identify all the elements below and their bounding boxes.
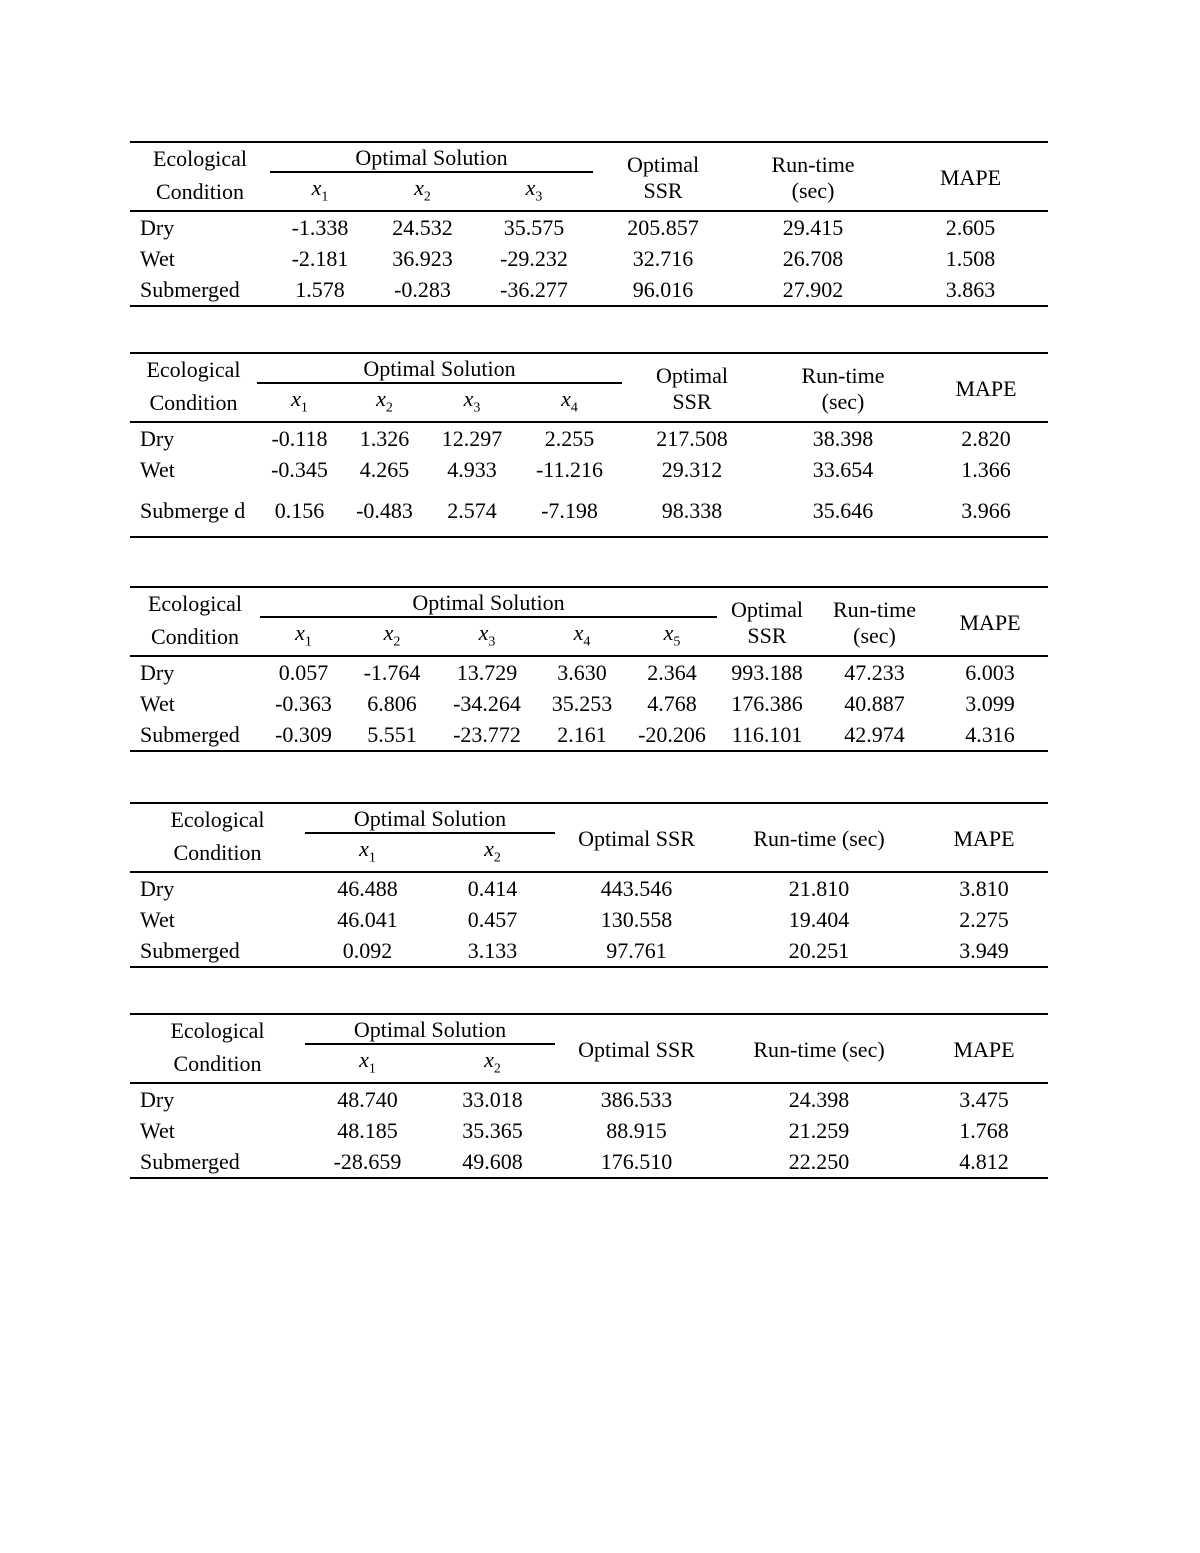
cell: -0.309 [275,721,332,747]
cell: 13.729 [456,659,518,685]
cell: 4.933 [447,456,497,482]
cell: 6.806 [367,690,417,716]
cell: 0.156 [274,497,325,523]
cell: 2.255 [544,425,595,451]
cell: -0.283 [394,276,451,302]
cell: 217.508 [656,425,728,451]
row-label: Dry [140,425,175,451]
mape-header: MAPE [959,609,1021,635]
cell: 3.863 [945,276,996,302]
cell: 1.768 [959,1117,1009,1143]
cell: 443.546 [600,875,673,901]
cell: 4.812 [959,1148,1009,1174]
cell: -11.216 [535,456,603,482]
cell: -0.118 [271,425,328,451]
var-header-x1: $x_1$ [359,1047,376,1077]
cell: 2.574 [447,497,497,523]
var-header-x2: $x_2$ [484,836,501,866]
runtime-header: Run-time (sec) [832,596,917,648]
runtime-header: Run-time (sec) [753,1036,885,1062]
cell: -36.277 [500,276,568,302]
cell: 4.768 [647,690,697,716]
cell: 38.398 [812,425,874,451]
row-label: Dry [140,1086,175,1112]
cell: 24.398 [788,1086,850,1112]
cell: 3.133 [467,937,518,963]
cell: 386.533 [600,1086,673,1112]
condition-header-line2: Condition [173,840,262,866]
row-label: Submerged [140,1148,240,1174]
mape-header: MAPE [953,825,1015,851]
cell: 2.364 [647,659,697,685]
cell: 4.265 [359,456,410,482]
row-label: Submerged [140,276,240,302]
cell: 2.161 [557,721,607,747]
cell: 22.250 [788,1148,850,1174]
results-table-4 [130,802,1048,968]
var-header-x2: $x_2$ [484,1047,501,1077]
cell: 35.646 [812,497,874,523]
cell: 96.016 [632,276,694,302]
ssr-header: Optimal SSR [578,825,695,851]
ssr-header: Optimal SSR [626,151,700,203]
cell: 35.575 [503,214,565,240]
cell: 3.475 [959,1086,1009,1112]
condition-header-line2: Condition [149,390,238,416]
cell: 47.233 [844,659,905,685]
cell: 993.188 [731,659,803,685]
cell: 21.810 [788,875,850,901]
condition-header-line2: Condition [155,179,244,205]
cell: 21.259 [788,1117,850,1143]
cell: 0.092 [342,937,393,963]
cell: 3.630 [557,659,607,685]
cell: 40.887 [844,690,905,716]
results-table-5 [130,1013,1048,1179]
cell: 1.366 [961,456,1011,482]
row-label: Submerged [140,937,240,963]
results-table-3 [130,586,1048,752]
cell: -1.764 [363,659,421,685]
cell: 33.654 [812,456,874,482]
cell: -0.345 [271,456,328,482]
var-header-x1: $x_1$ [359,836,376,866]
cell: -23.772 [453,721,521,747]
cell: 46.488 [337,875,398,901]
optimal-solution-header: Optimal Solution [260,587,717,617]
cell: 1.578 [295,276,345,302]
cell: 116.101 [731,721,803,747]
cell: 32.716 [632,245,694,271]
condition-header: Ecological [146,356,241,382]
optimal-solution-header: Optimal Solution [257,353,622,383]
var-header-x4: $x_4$ [573,620,591,650]
cell: 176.386 [731,690,803,716]
cell: 1.326 [359,425,410,451]
cell: 24.532 [392,214,453,240]
row-label: Dry [140,659,175,685]
var-header-x4: $x_4$ [561,386,578,416]
cell: 176.510 [600,1148,673,1174]
row-label: Wet [140,690,175,716]
var-header-x2: $x_2$ [414,175,431,205]
optimal-solution-header: Optimal Solution [305,1014,555,1044]
cell: 48.185 [337,1117,398,1143]
condition-header-line2: Condition [150,624,239,650]
cell: 19.404 [788,906,850,932]
cell: -2.181 [291,245,349,271]
cell: 27.902 [782,276,844,302]
var-header-x3: $x_3$ [463,386,481,416]
var-header-x2: $x_2$ [376,386,393,416]
row-label: Wet [140,1117,175,1143]
cell: -0.363 [275,690,332,716]
mape-header: MAPE [955,375,1017,401]
cell: 4.316 [965,721,1015,747]
results-table-2 [130,352,1048,538]
condition-header: Ecological [152,145,248,171]
runtime-header: Run-time (sec) [801,362,885,414]
cell: 36.923 [392,245,453,271]
cell: -7.198 [541,497,598,523]
mape-header: MAPE [953,1036,1015,1062]
runtime-header: Run-time (sec) [753,825,885,851]
cell: 33.018 [462,1086,523,1112]
cell: -29.232 [500,245,568,271]
results-table-1 [130,141,1048,307]
row-label: Wet [140,456,175,482]
cell: 1.508 [945,245,996,271]
ssr-header: Optimal SSR [655,362,729,414]
runtime-header: Run-time (sec) [771,151,855,203]
optimal-solution-header: Optimal Solution [305,803,555,833]
cell: 2.820 [961,425,1011,451]
row-label: Submerged [140,721,240,747]
cell: -34.264 [453,690,521,716]
cell: 49.608 [462,1148,523,1174]
var-header-x3: $x_3$ [478,620,496,650]
cell: 0.414 [467,875,518,901]
cell: -28.659 [333,1148,402,1174]
var-header-x5: $x_5$ [663,620,681,650]
condition-header: Ecological [170,806,265,832]
cell: 88.915 [606,1117,667,1143]
cell: 20.251 [788,937,850,963]
row-label: Wet [140,245,175,271]
cell: 48.740 [337,1086,398,1112]
cell: 2.605 [945,214,996,240]
cell: 46.041 [337,906,398,932]
cell: -0.483 [356,497,413,523]
cell: 0.457 [467,906,518,932]
cell: 12.297 [441,425,503,451]
cell: 3.099 [965,690,1015,716]
cell: 29.415 [782,214,844,240]
cell: 6.003 [965,659,1015,685]
ssr-header: Optimal SSR [578,1036,695,1062]
mape-header: MAPE [939,164,1002,190]
cell: 26.708 [782,245,844,271]
cell: 35.365 [462,1117,523,1143]
optimal-solution-header: Optimal Solution [270,142,593,172]
cell: -1.338 [291,214,349,240]
cell: 98.338 [661,497,723,523]
cell: 205.857 [627,214,699,240]
cell: 35.253 [551,690,613,716]
cell: 3.949 [959,937,1009,963]
row-label: Submerge d [140,497,246,523]
row-label: Dry [140,214,175,240]
cell: 3.966 [961,497,1011,523]
cell: 2.275 [959,906,1009,932]
condition-header-line2: Condition [173,1051,262,1077]
cell: -20.206 [638,721,706,747]
cell: 29.312 [661,456,723,482]
cell: 3.810 [959,875,1009,901]
cell: 42.974 [844,721,905,747]
var-header-x2: $x_2$ [383,620,401,650]
row-label: Wet [140,906,175,932]
cell: 5.551 [367,721,417,747]
ssr-header: Optimal SSR [730,596,804,648]
cell: 0.057 [278,659,329,685]
row-label: Dry [140,875,175,901]
var-header-x1: $x_1$ [291,386,308,416]
var-header-x1: $x_1$ [295,620,312,650]
cell: 130.558 [600,906,673,932]
condition-header: Ecological [147,590,243,616]
var-header-x3: $x_3$ [525,175,543,205]
condition-header: Ecological [170,1017,265,1043]
var-header-x1: $x_1$ [311,175,329,205]
cell: 97.761 [606,937,667,963]
